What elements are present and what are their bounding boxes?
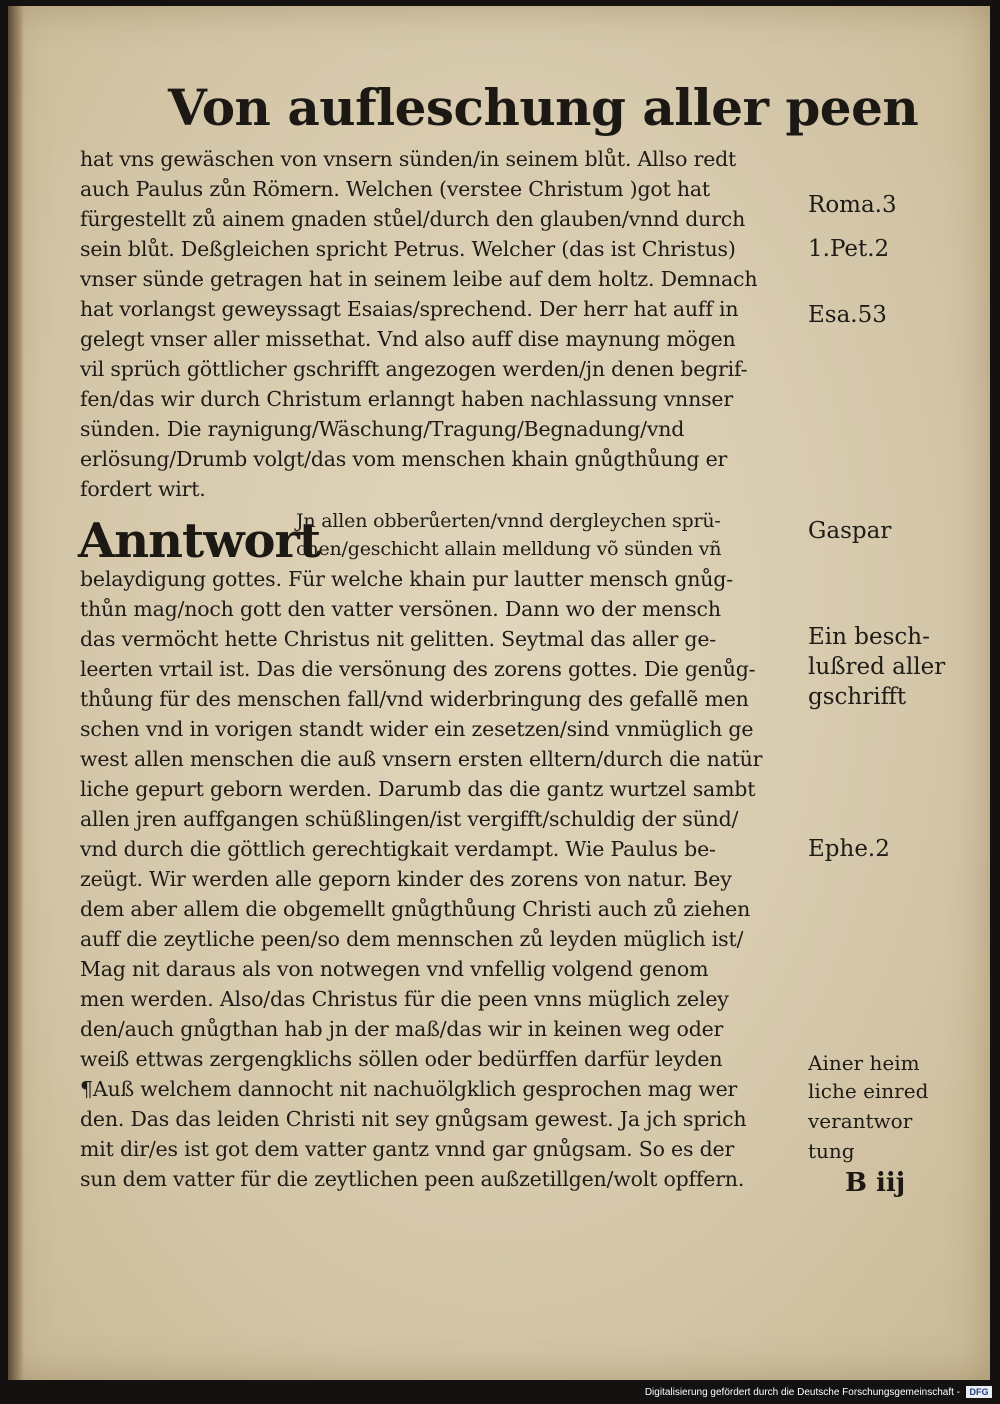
margin-note: liche einred <box>808 1079 929 1103</box>
body-line: das vermöcht hette Christus nit gelitten. Seytmal das aller ge- <box>80 627 717 651</box>
body-line: auch Paulus zůn Römern. Welchen (verstee Christum )got hat <box>80 177 710 201</box>
body-line: fen/das wir durch Christum erlanngt haben nachlassung vnnser <box>80 387 733 411</box>
margin-note: Ainer heim <box>808 1051 920 1075</box>
digitization-credit: Digitalisierung gefördert durch die Deutsche Forschungsgemeinschaft - <box>644 1387 960 1398</box>
body-line: leerten vrtail ist. Das die versönung des zorens gottes. Die genůg- <box>80 657 756 681</box>
body-line: men werden. Also/das Christus für die peen vnns müglich zeley <box>80 987 729 1011</box>
body-line: dem aber allem die obgemellt gnůgthůung Christi auch zů ziehen <box>80 897 751 921</box>
body-line: zeügt. Wir werden alle geporn kinder des zorens von natur. Bey <box>80 867 732 891</box>
margin-note: Roma.3 <box>808 192 897 218</box>
body-line: vnser sünde getragen hat in seinem leibe auf dem holtz. Demnach <box>80 267 758 291</box>
margin-note: Ein besch- <box>808 624 930 650</box>
body-line: vnd durch die göttlich gerechtigkait verdampt. Wie Paulus be- <box>80 837 716 861</box>
body-line: Jn allen obberůerten/vnnd dergleychen sprü- <box>296 510 721 532</box>
margin-note: tung <box>808 1139 855 1163</box>
body-line: belaydigung gottes. Für welche khain pur lautter mensch gnůg- <box>80 567 733 591</box>
margin-note: Ephe.2 <box>808 836 890 862</box>
body-line: gelegt vnser aller missethat. Vnd also auff dise maynung mögen <box>80 327 736 351</box>
body-line: sünden. Die raynigung/Wäschung/Tragung/Begnadung/vnd <box>80 417 685 441</box>
body-line: thůn mag/noch gott den vatter versönen. Dann wo der mensch <box>80 597 721 621</box>
margin-note: verantwor <box>808 1109 913 1133</box>
body-line: schen vnd in vorigen standt wider ein zesetzen/sind vnmüglich ge <box>80 717 754 741</box>
body-line: sun dem vatter für die zeytlichen peen außzetillgen/wolt opffern. <box>80 1167 745 1191</box>
body-line: hat vorlangst geweyssagt Esaias/sprechend. Der herr hat auff in <box>80 297 739 321</box>
body-line: fordert wirt. <box>80 477 206 501</box>
body-line: hat vns gewäschen von vnsern sünden/in seinem blůt. Allso redt <box>80 147 737 171</box>
body-line: den. Das das leiden Christi nit sey gnůgsam gewest. Ja jch sprich <box>80 1107 747 1131</box>
body-line: weiß ettwas zergengklichs söllen oder bedürffen darfür leyden <box>80 1047 723 1071</box>
body-line: mit dir/es ist got dem vatter gantz vnnd gar gnůgsam. So es der <box>80 1137 735 1161</box>
body-line: thůung für des menschen fall/vnd widerbringung des gefallẽ men <box>80 687 749 711</box>
body-line: liche gepurt geborn werden. Darumb das die gantz wurtzel sambt <box>80 777 756 801</box>
margin-note: Esa.53 <box>808 302 887 328</box>
body-line: west allen menschen die auß vnsern ersten elltern/durch die natür <box>80 747 763 771</box>
margin-note: 1.Pet.2 <box>808 236 890 262</box>
body-line: ¶Auß welchem dannocht nit nachuölgklich gesprochen mag wer <box>80 1077 738 1101</box>
body-line: sein blůt. Deßgleichen spricht Petrus. Welcher (das ist Christus) <box>80 237 736 261</box>
answer-heading: Anntwort <box>78 513 321 569</box>
margin-note: lußred aller <box>808 654 946 680</box>
dfg-logo: DFG <box>966 1386 992 1398</box>
margin-note: Gaspar <box>808 518 892 544</box>
page-gutter-shadow <box>8 6 24 1380</box>
body-line: den/auch gnůgthan hab jn der maß/das wir in keinen weg oder <box>80 1017 724 1041</box>
signature-mark: B iij <box>845 1168 906 1198</box>
body-line: chen/geschicht allain melldung võ sünden vñ <box>296 538 722 560</box>
page-heading: Von aufleschung aller peen <box>168 78 919 137</box>
body-line: Mag nit daraus als von notwegen vnd vnfellig volgend genom <box>80 957 709 981</box>
body-line: auff die zeytliche peen/so dem mennschen zů leyden müglich ist/ <box>80 927 744 951</box>
body-line: vil sprüch göttlicher gschrifft angezogen werden/jn denen begrif- <box>80 357 748 381</box>
body-line: fürgestellt zů ainem gnaden stůel/durch den glauben/vnnd durch <box>80 207 746 231</box>
body-line: allen jren auffgangen schüßlingen/ist vergifft/schuldig der sünd/ <box>80 807 739 831</box>
margin-note: gschrifft <box>808 684 907 710</box>
body-line: erlösung/Drumb volgt/das vom menschen khain gnůgthůung er <box>80 447 728 471</box>
